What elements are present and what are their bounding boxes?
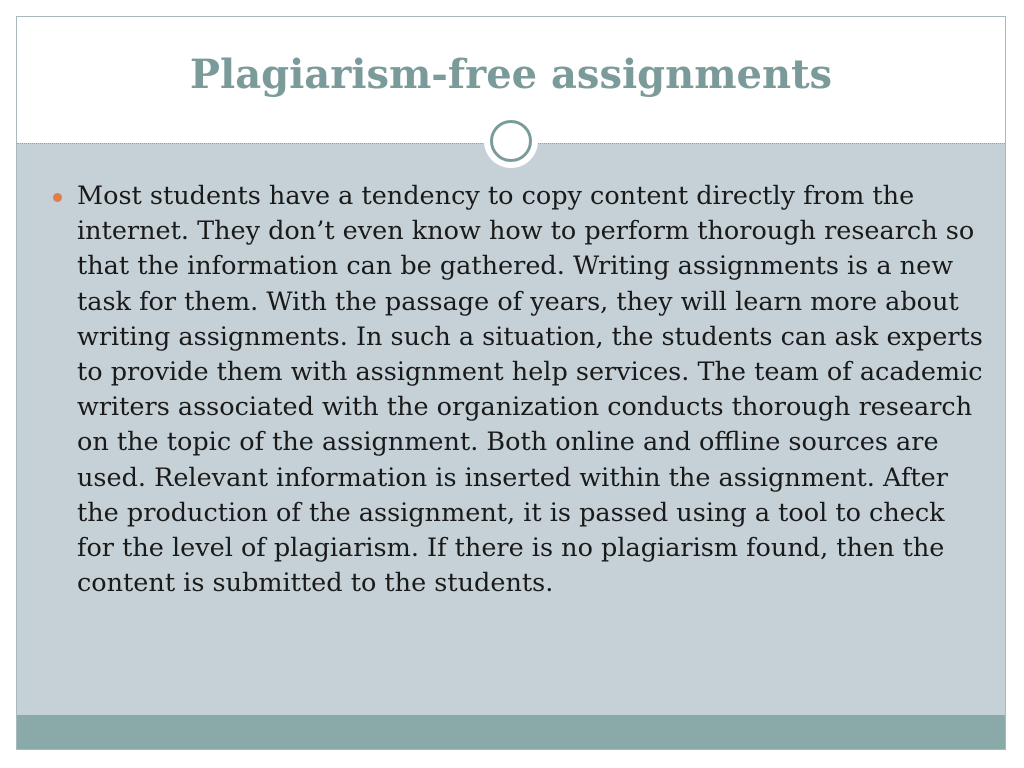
ring-inner bbox=[490, 120, 532, 162]
list-item bbox=[53, 179, 988, 601]
decorative-ring-icon bbox=[484, 114, 538, 168]
slide bbox=[16, 16, 1006, 750]
bullet-text: Most students have a tendency to copy content directly from the internet. They don’t even know how to perform thorough research so that the information can be gathered. Writing assignments is a new task for them. With the passage of years, they will learn more about writing assignments. In such a situation, the students can ask experts to provide them with assignment help services. The team of academic writers associated with the organization conducts thorough research on the topic of the assignment. Both online and offline sources are used. Relevant information is inserted within the assignment. After the production of the assignment, it is passed using a tool to check for the level of plagiarism. If there is no plagiarism found, then the content is submitted to the students. bbox=[77, 181, 983, 599]
bullet-dot-icon bbox=[53, 193, 62, 202]
slide-title: Plagiarism-free assignments bbox=[189, 51, 833, 98]
content-body bbox=[53, 179, 988, 601]
footer-bar bbox=[17, 715, 1005, 749]
